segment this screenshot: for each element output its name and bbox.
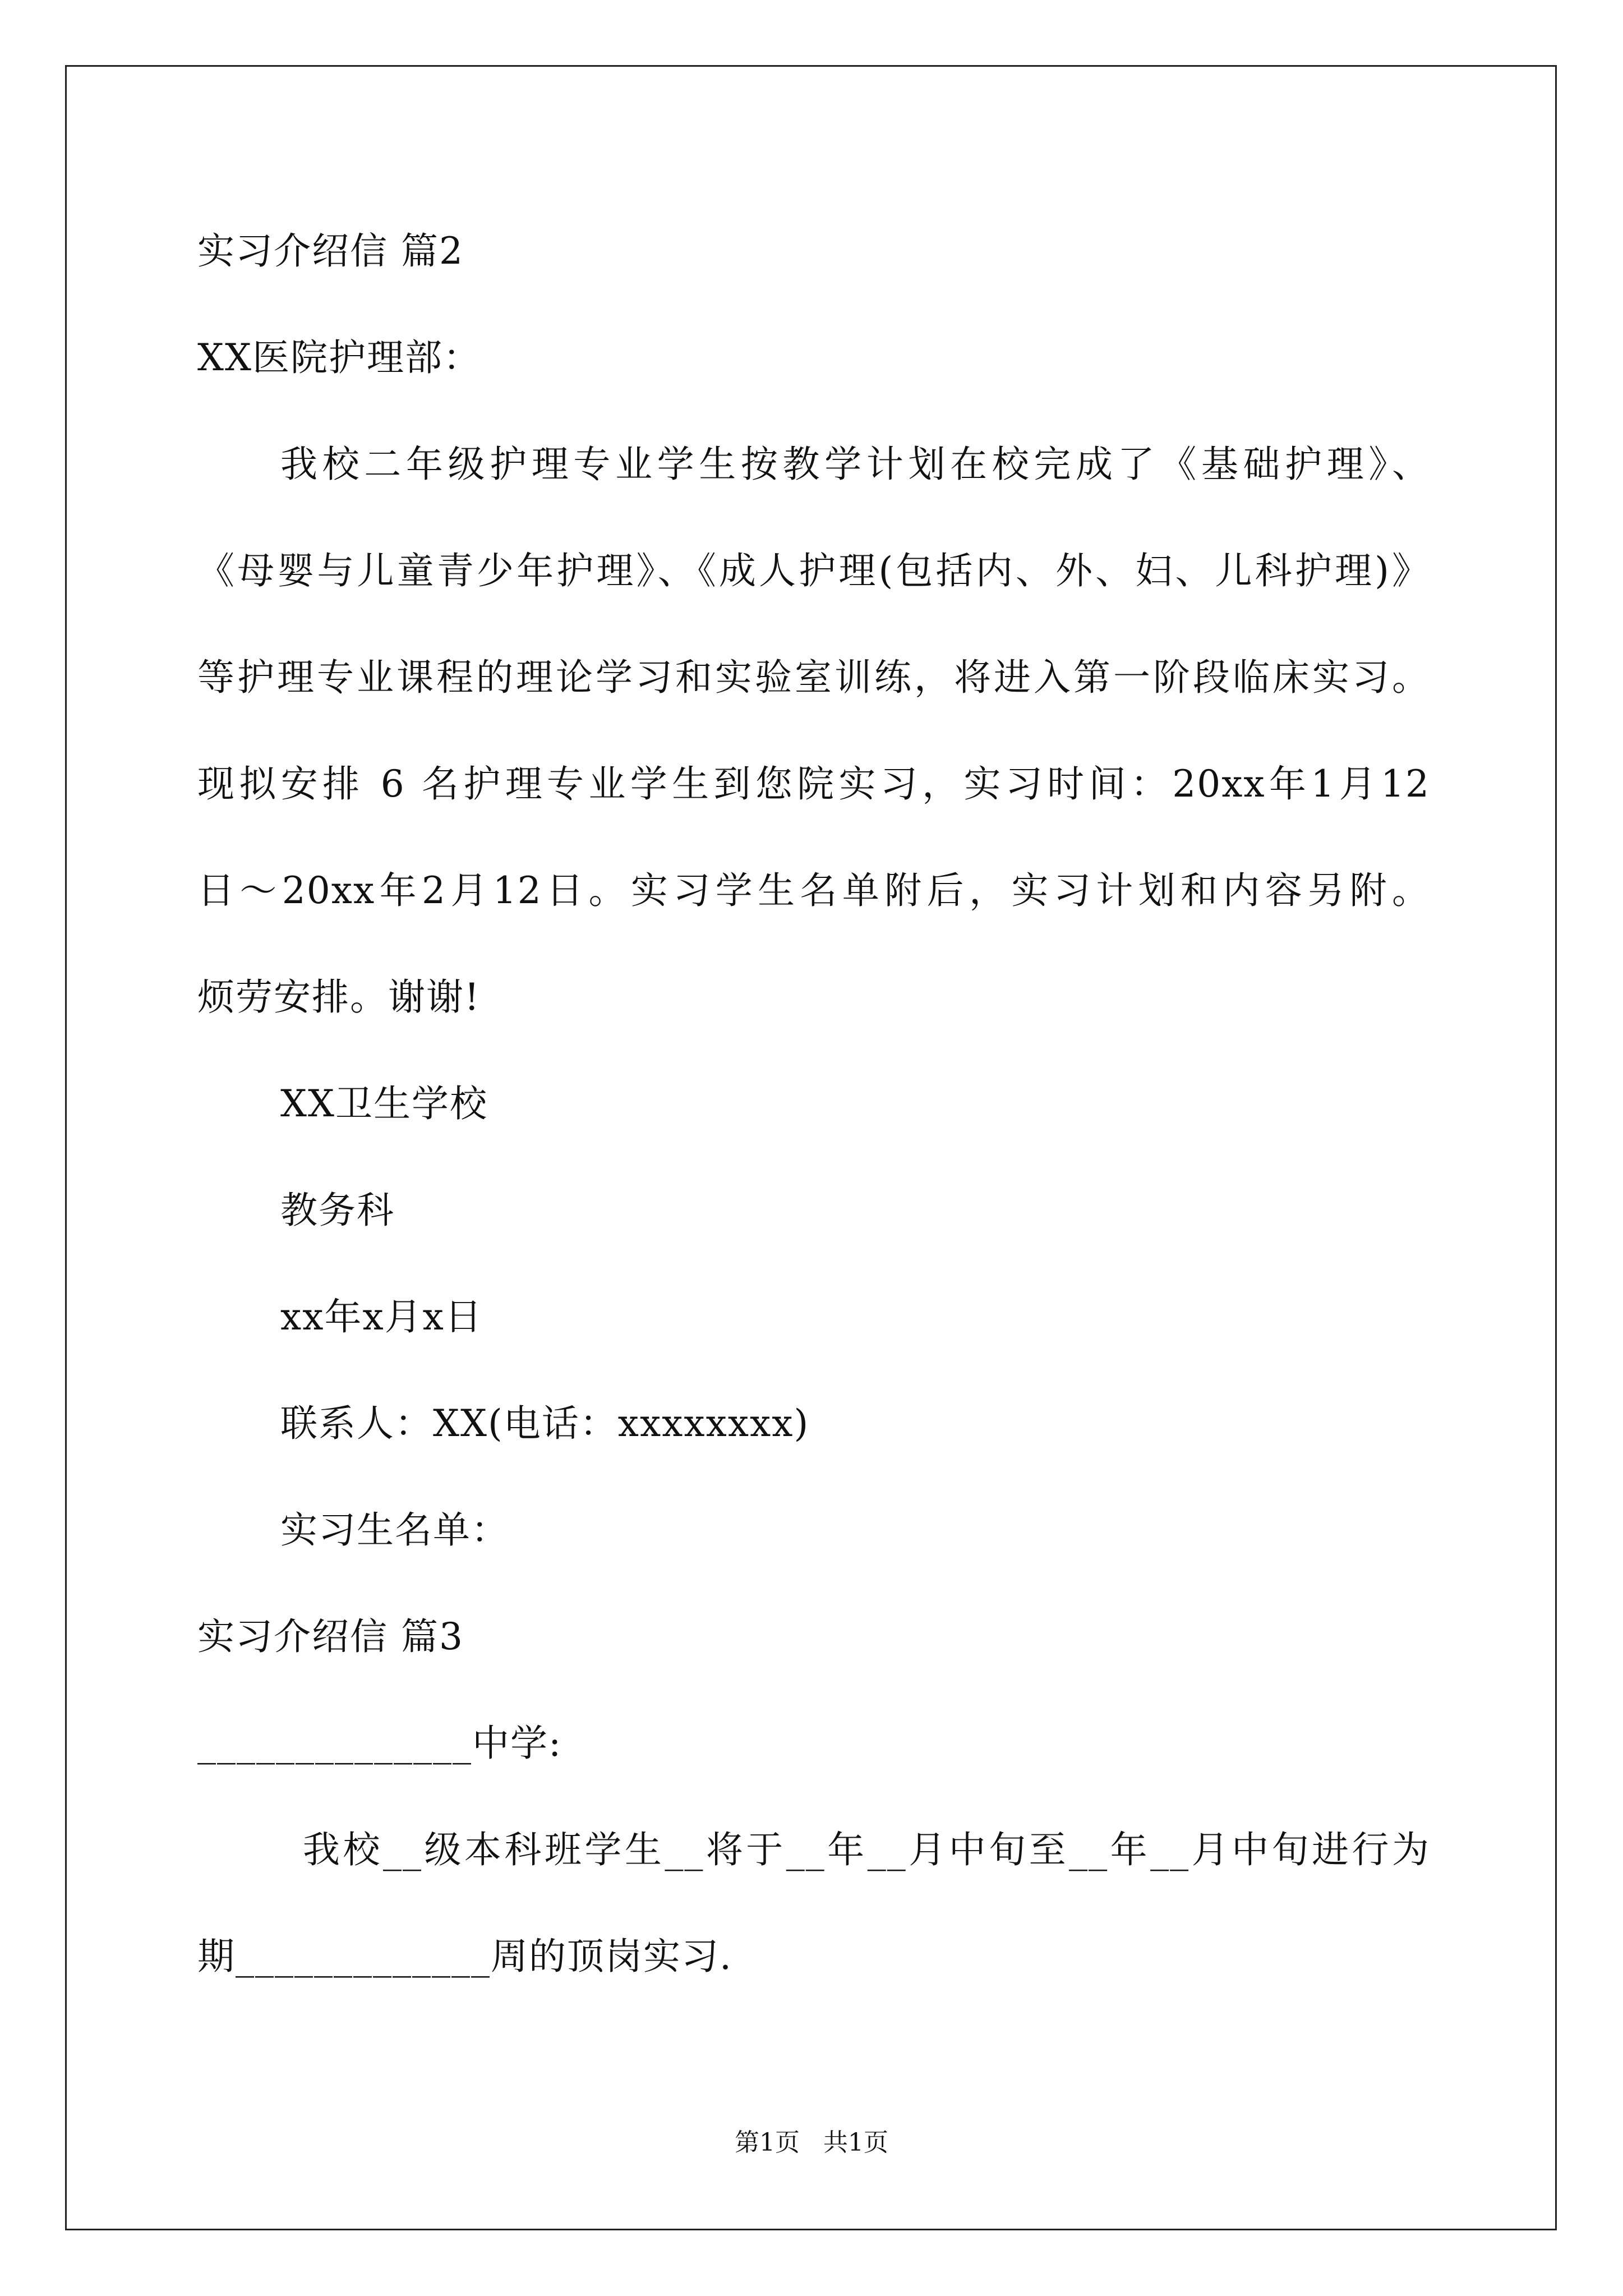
sender-school: XX卫生学校 [280, 1082, 488, 1125]
section2-recipient: XX医院护理部： [197, 336, 481, 379]
section2-body-line-2: 《母婴与儿童青少年护理》、《成人护理(包括内、外、妇、儿科护理)》 [197, 549, 1430, 592]
section3-recipient: ______________中学: [197, 1722, 562, 1765]
contact-info: 联系人：XX(电话：xxxxxxxx) [280, 1402, 810, 1445]
section2-body-line-6: 烦劳安排。谢谢! [197, 976, 481, 1019]
section3-body-line-1: 我校__级本科班学生__将于__年__月中旬至__年__月中旬进行为 [303, 1828, 1430, 1871]
section3-title: 实习介绍信 篇3 [197, 1615, 464, 1658]
page-footer: 第1页 共1页 [735, 2128, 888, 2157]
section2-body-line-3: 等护理专业课程的理论学习和实验室训练，将进入第一阶段临床实习。 [197, 656, 1430, 699]
page-border [65, 65, 1557, 2230]
section2-body-line-4: 现拟安排 6 名护理专业学生到您院实习，实习时间：20xx年1月12 [197, 762, 1430, 806]
sender-department: 教务科 [280, 1189, 395, 1232]
section2-body-line-5: 日～20xx年2月12日。实习学生名单附后，实习计划和内容另附。 [197, 869, 1430, 912]
student-list-label: 实习生名单： [280, 1508, 509, 1552]
letter-date: xx年x月x日 [280, 1295, 483, 1338]
section2-title: 实习介绍信 篇2 [197, 229, 464, 273]
section3-body-line-2: 期_____________周的顶岗实习. [197, 1935, 732, 1978]
section2-body-line-1: 我校二年级护理专业学生按教学计划在校完成了《基础护理》、 [280, 443, 1430, 486]
